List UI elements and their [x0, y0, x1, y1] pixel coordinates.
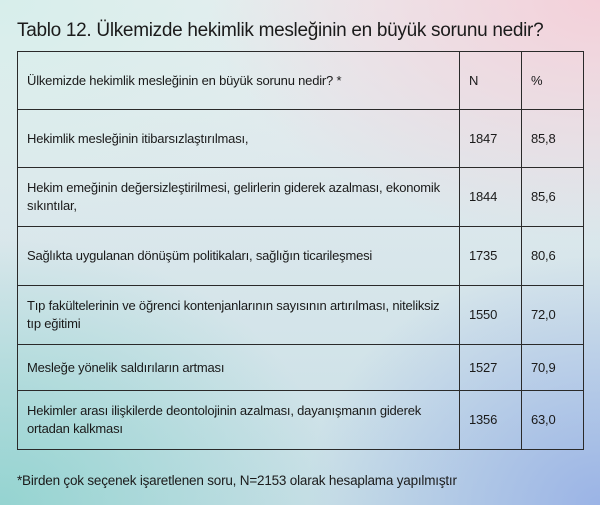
row-label: Tıp fakültelerinin ve öğrenci kontenjanlarının sayısının artırılması, niteliksiz tıp eğitimi	[18, 286, 460, 345]
table-row	[18, 345, 584, 391]
row-n: 1527	[460, 345, 522, 391]
table-title: Tablo 12. Ülkemizde hekimlik mesleğinin en büyük sorunu nedir?	[17, 20, 544, 41]
header-n: N	[460, 52, 522, 110]
header-percent: %	[522, 52, 584, 110]
row-percent: 70,9	[522, 345, 584, 391]
row-n: 1847	[460, 110, 522, 168]
row-label: Mesleğe yönelik saldırıların artması	[18, 345, 460, 391]
table-row	[18, 227, 584, 286]
footnote: *Birden çok seçenek işaretlenen soru, N=2153 olarak hesaplama yapılmıştır	[17, 473, 457, 488]
row-label: Sağlıkta uygulanan dönüşüm politikaları, sağlığın ticarileşmesi	[18, 227, 460, 286]
table-row	[18, 391, 584, 450]
row-label: Hekim emeğinin değersizleştirilmesi, gelirlerin giderek azalması, ekonomik sıkıntılar,	[18, 168, 460, 227]
row-percent: 85,8	[522, 110, 584, 168]
row-percent: 63,0	[522, 391, 584, 450]
row-n: 1735	[460, 227, 522, 286]
row-n: 1356	[460, 391, 522, 450]
row-n: 1550	[460, 286, 522, 345]
row-percent: 80,6	[522, 227, 584, 286]
table-header-row	[18, 52, 584, 110]
table-row	[18, 286, 584, 345]
results-table	[17, 51, 584, 450]
row-percent: 72,0	[522, 286, 584, 345]
row-percent: 85,6	[522, 168, 584, 227]
row-label: Hekimler arası ilişkilerde deontolojinin azalması, dayanışmanın giderek ortadan kalkması	[18, 391, 460, 450]
row-n: 1844	[460, 168, 522, 227]
row-label: Hekimlik mesleğinin itibarsızlaştırılması,	[18, 110, 460, 168]
header-question: Ülkemizde hekimlik mesleğinin en büyük sorunu nedir? *	[18, 52, 460, 110]
table-row	[18, 110, 584, 168]
table-row	[18, 168, 584, 227]
